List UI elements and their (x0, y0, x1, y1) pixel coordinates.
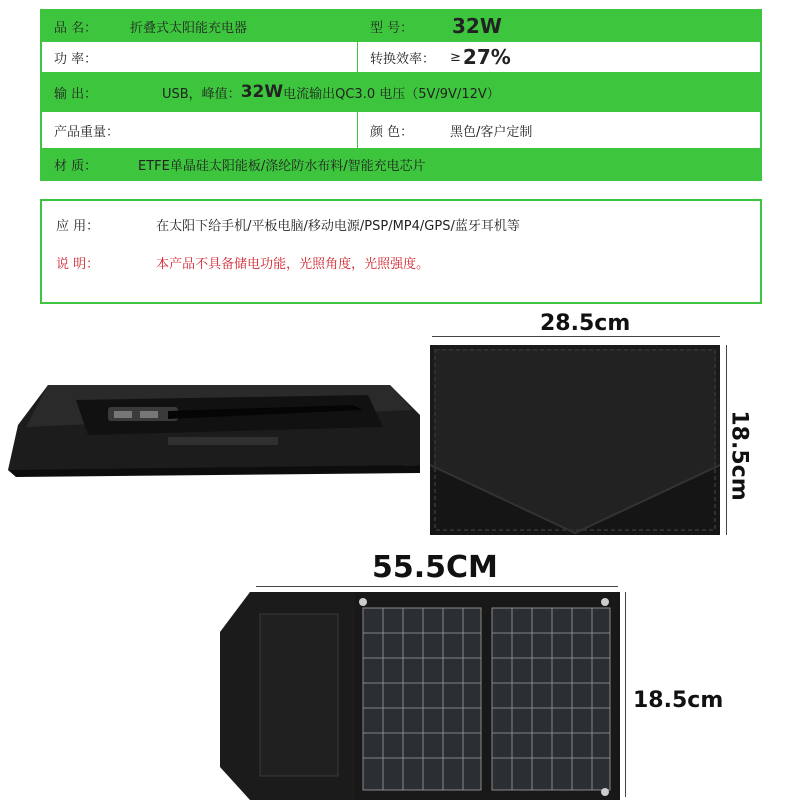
open-width-line (256, 586, 618, 587)
spec-table (40, 9, 762, 181)
solar-cell-right (492, 608, 610, 790)
usage-box (40, 199, 762, 304)
open-panel-photo (220, 592, 620, 800)
product-name-label: 品 名： (54, 20, 98, 36)
note-line (56, 253, 429, 272)
model-value: 32W (452, 14, 502, 38)
solar-cell-left (363, 608, 481, 790)
folded-charger-photo (8, 365, 420, 480)
usage-line (56, 215, 520, 234)
note-label: 说 明： (56, 257, 100, 272)
usage-value: 在太阳下给手机/平板电脑/移动电源/PSP/MP4/GPS/蓝牙耳机等 (156, 219, 520, 234)
material-value: ETFE单晶硅太阳能板/涤纶防水布料/智能充电芯片 (138, 158, 426, 174)
folded-width-label: 28.5cm (540, 311, 631, 336)
output-pre: USB，峰值： (162, 86, 241, 102)
grommet-icon (359, 598, 367, 606)
grommet-icon (601, 788, 609, 796)
color-value: 黑色/客户定制 (450, 124, 533, 140)
open-height-line (625, 592, 626, 797)
efficiency-prefix: ≥ (450, 49, 461, 65)
spec-row-material (42, 149, 760, 179)
grommet-icon (601, 598, 609, 606)
spec-row-output (42, 73, 760, 112)
material-label: 材 质： (54, 158, 98, 174)
open-width-label: 55.5CM (372, 550, 498, 585)
usage-label: 应 用： (56, 219, 100, 234)
weight-label: 产品重量： (54, 124, 120, 140)
power-label: 功 率： (54, 51, 98, 67)
folded-height-label: 18.5cm (726, 410, 752, 501)
output-label: 输 出： (54, 86, 98, 102)
color-label: 颜 色： (370, 124, 414, 140)
product-name: 折叠式太阳能充电器 (130, 20, 248, 36)
spec-row-name (42, 11, 760, 42)
folded-width-line (432, 336, 720, 337)
folded-front-photo (430, 345, 720, 535)
efficiency-label: 转换效率： (370, 51, 436, 67)
efficiency-value: 27% (462, 45, 511, 69)
spec-row-weight (42, 112, 760, 149)
open-height-label: 18.5cm (633, 688, 724, 713)
note-value: 本产品不具备储电功能，光照角度，光照强度。 (156, 257, 430, 272)
output-big: 32W (240, 82, 284, 102)
spec-row-power (42, 42, 760, 73)
model-label: 型 号： (370, 20, 414, 36)
output-post: 电流输出QC3.0 电压（5V/9V/12V） (283, 86, 500, 102)
